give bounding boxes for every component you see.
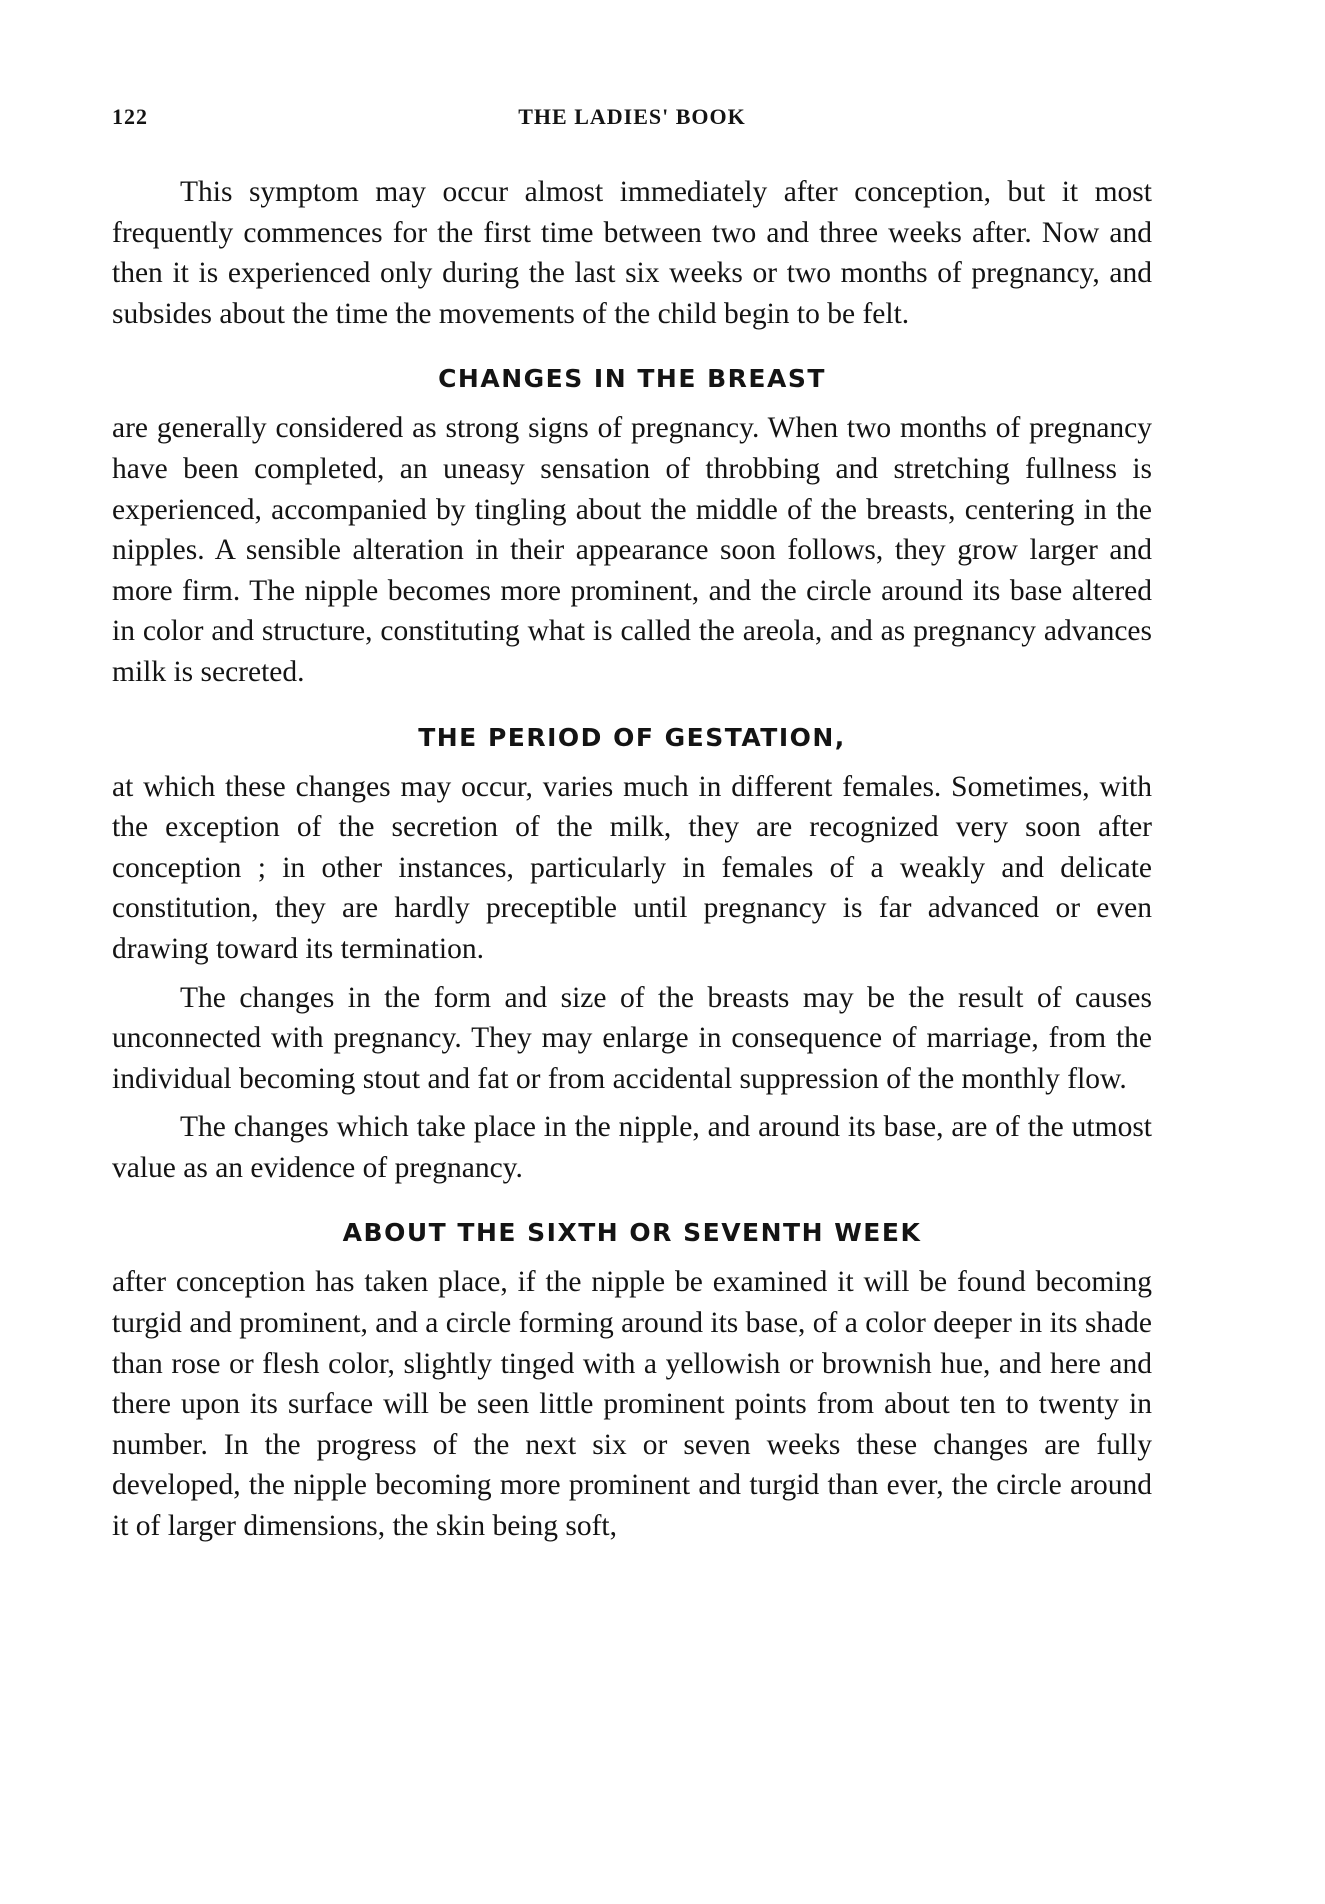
- paragraph-nipple-development: after conception has taken place, if the nipple be examined it will be found becoming turgid and prominent, and a circle forming around its base, of a color deeper in its shade than rose or flesh color, slightly tinged with a yellowish or brownish hue, and here and there upon its surface will be seen little prominent points from about ten to twenty in number. In the progress of the next six or seven weeks these changes are fully developed, the nipple becoming more prominent and turgid than ever, the circle around it of larger dimensions, the skin being soft,: [112, 1266, 1152, 1543]
- running-head: [112, 104, 1152, 138]
- section-heading-sixth-seventh-week: ABOUT THE SIXTH OR SEVENTH WEEK: [342, 1218, 922, 1248]
- section-heading-gestation-period: THE PERIOD OF GESTATION,: [418, 722, 846, 752]
- paragraph-nipple-evidence: The changes which take place in the nipple, and around its base, are of the utmost value as an evidence of pregnancy.: [112, 1111, 1152, 1184]
- paragraph-breast-changes: are generally considered as strong signs of pregnancy. When two months of pregnancy have been completed, an uneasy sensation of throbbing and stretching fullness is experienced, accompanied by tingling about the middle of the breasts, centering in the nipples. A sensible alteration in their appearance soon follows, they grow larger and more firm. The nipple becomes more prominent, and the circle around its base altered in color and structure, constituting what is called the areola, and as pregnancy advances milk is secreted.: [112, 412, 1152, 688]
- paragraph-gestation-variation: at which these changes may occur, varies much in different females. Sometimes, with the exception of the secretion of the milk, they are recognized very soon after conception ; in other instances, particularly in females of a weakly and delicate constitution, they are hardly preceptible until pregnancy is far advanced or even drawing toward its termination.: [112, 770, 1152, 965]
- page-number: 122: [112, 104, 148, 129]
- paragraph-breast-size-causes: The changes in the form and size of the breasts may be the result of causes unconnected with pregnancy. They may enlarge in consequence of marriage, from the individual becoming stout and fat or from accidental suppression of the monthly flow.: [112, 981, 1152, 1095]
- page-body: [112, 172, 1152, 1547]
- paragraph-symptom-timing: This symptom may occur almost immediately after conception, but it most frequently commences for the first time between two and three weeks after. Now and then it is experienced only during the last six weeks or two months of pregnancy, and subsides about the time the movements of the child begin to be felt.: [112, 176, 1152, 330]
- running-title: THE LADIES' BOOK: [518, 104, 746, 129]
- section-heading-breast-changes: CHANGES IN THE BREAST: [438, 364, 826, 394]
